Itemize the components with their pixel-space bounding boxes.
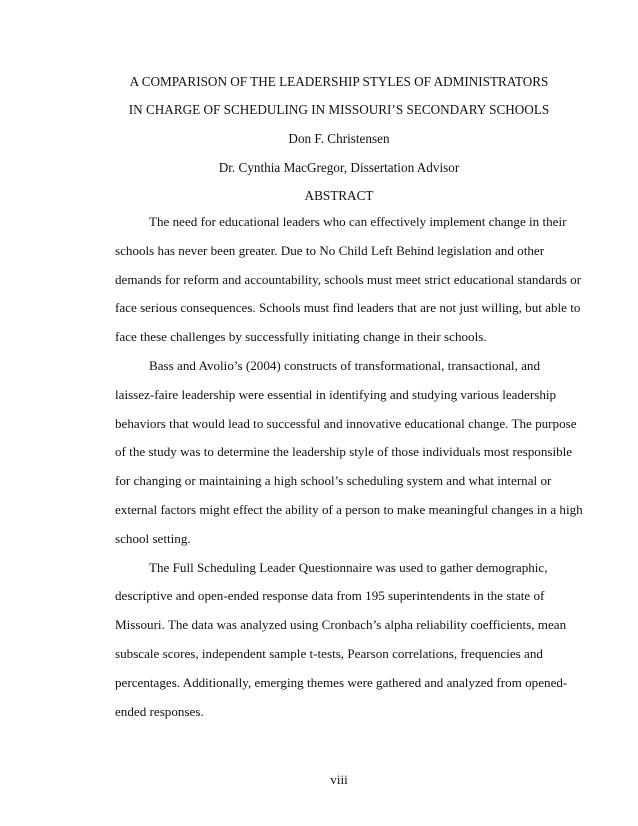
text-line: Missouri. The data was analyzed using Cronbach’s alpha reliability coefficients, mean	[115, 617, 567, 633]
text-line: behaviors that would lead to successful and innovative educational change. The purpose	[115, 415, 577, 431]
text-line: school setting.	[115, 530, 191, 546]
text-line: schools has never been greater. Due to No Child Left Behind legislation and other	[115, 242, 545, 258]
advisor-name: Dr. Cynthia MacGregor, Dissertation Advisor	[218, 160, 460, 175]
abstract-body	[115, 208, 583, 726]
paragraph-1	[115, 208, 582, 352]
abstract-heading: ABSTRACT	[304, 188, 374, 203]
author-name: Don F. Christensen	[288, 131, 390, 146]
text-line: descriptive and open-ended response data from 195 superintendents in the state of	[115, 588, 545, 604]
text-line: demands for reform and accountability, schools must meet strict educational standards or	[115, 271, 582, 287]
title-line-1: A COMPARISON OF THE LEADERSHIP STYLES OF ADMINISTRATORS	[129, 74, 549, 89]
text-line: The need for educational leaders who can effectively implement change in their	[149, 214, 567, 229]
text-line: The Full Scheduling Leader Questionnaire was used to gather demographic,	[149, 559, 548, 575]
text-line: for changing or maintaining a high school’s scheduling system and what internal or	[115, 473, 552, 489]
text-line: Bass and Avolio’s (2004) constructs of transformational, transactional, and	[149, 357, 541, 373]
paragraph-3	[115, 554, 567, 727]
paragraph-2	[115, 352, 583, 554]
text-line: ended responses.	[115, 703, 204, 719]
text-line: face serious consequences. Schools must find leaders that are not just willing, but able to	[115, 300, 581, 316]
text-line: laissez-faire leadership were essential in identifying and studying various leadership	[115, 386, 557, 402]
text-line: face these challenges by successfully initiating change in their schools.	[115, 329, 487, 345]
text-line: subscale scores, independent sample t-tests, Pearson correlations, frequencies and	[115, 645, 543, 661]
page-number: viii	[330, 772, 348, 787]
text-line: external factors might effect the ability of a person to make meaningful changes in a high	[115, 501, 583, 517]
title-line-2: IN CHARGE OF SCHEDULING IN MISSOURI’S SECONDARY SCHOOLS	[128, 102, 550, 117]
text-line: percentages. Additionally, emerging themes were gathered and analyzed from opened-	[115, 674, 568, 690]
text-line: of the study was to determine the leadership style of those individuals most responsible	[115, 444, 573, 460]
